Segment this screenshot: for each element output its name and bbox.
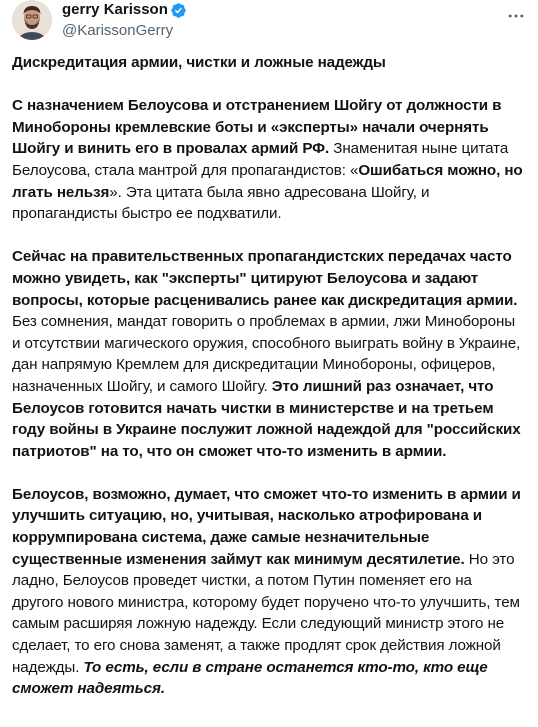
verified-badge-icon — [170, 2, 187, 19]
p1-text-end: ». Эта цитата была явно адресована Шойгу, и пропагандисты быстро ее подхватили. — [12, 183, 430, 223]
author-name[interactable]: gerry Karisson — [62, 1, 168, 18]
avatar[interactable] — [12, 0, 52, 40]
more-horizontal-icon[interactable] — [506, 6, 526, 26]
p3-text: Но это ладно, Белоусов проведет чистки, а потом Путин поменяет его на другого нового министра, которому будет поручено что-то улучшить, тем самым расширяя ложную надежду. Если следующий министр этого не сделает, то его снова заменят, а также продлят срок действия ложной надежды. — [12, 550, 520, 676]
tweet-paragraph-2 — [12, 246, 526, 462]
p1-bold-lead: С назначением Белоусова и отстранением Шойгу от должности в Минобороны кремлевские боты и «эксперты» начали очернять Шойгу и винить его в провалах армий РФ. — [12, 97, 502, 158]
tweet-paragraph-1 — [12, 95, 526, 225]
p2-bold-end: Это лишний раз означает, что Белоусов готовится начать чистки в министерстве и на третьем году войны в Украине послужит ложной надеждой для "российских патриотов" на то, что он сможет что-то изменить в армии. — [12, 377, 521, 460]
tweet-title: Дискредитация армии, чистки и ложные надежды — [12, 54, 386, 71]
p3-bold-italic-end: То есть, если в стране останется кто-то, кто еще сможет надеяться. — [12, 658, 488, 698]
p1-bold-quote: Ошибаться можно, но лгать нельзя — [12, 161, 523, 201]
tweet-header — [12, 0, 526, 44]
p2-bold-lead: Сейчас на правительственных пропагандистских передачах часто можно увидеть, как "эксперты" цитируют Белоусова и задают вопросы, которые расценивались ранее как дискредитация армии. — [12, 248, 518, 309]
author-handle[interactable]: @KarissonGerry — [62, 22, 174, 39]
tweet-text — [12, 52, 526, 721]
p2-text: Без сомнения, мандат говорить о проблемах в армии, лжи Минобороны и отсутствии магического оружия, способного выиграть войну в Украине, дан напрямую Кремлем для дискредитации Минобороны, офицеров, назначенных Шойгу, и самого Шойгу. — [12, 313, 521, 395]
p1-text: Знаменитая ныне цитата Белоусова, стала мантрой для пропагандистов: « — [12, 140, 509, 179]
avatar-person-bearded-icon — [12, 0, 52, 40]
tweet-paragraph-3 — [12, 484, 526, 700]
p3-bold-lead: Белоусов, возможно, думает, что сможет что-то изменить в армии и улучшить ситуацию, но, учитывая, насколько атрофирована и коррумпирована система, даже самые незначительные существенные изменения займут как минимум десятилетие. — [12, 485, 521, 568]
